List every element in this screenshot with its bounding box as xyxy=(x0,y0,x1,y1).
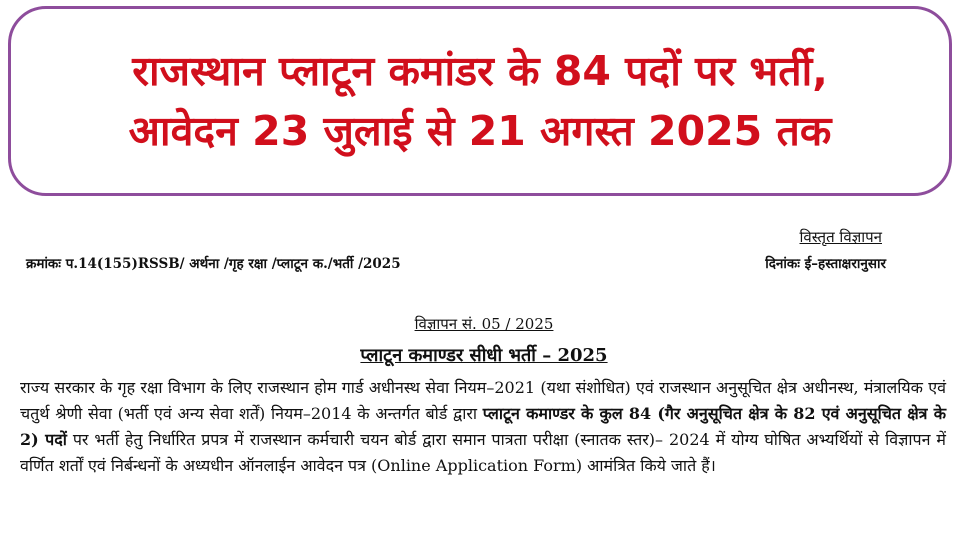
ad-number: विज्ञापन सं. 05 / 2025 xyxy=(414,315,554,333)
headline-banner xyxy=(8,6,952,196)
notice-date: दिनांकः ई–हस्ताक्षरानुसार xyxy=(765,256,886,272)
headline-line-1: राजस्थान प्लाटून कमांडर के 84 पदों पर भर्ती, xyxy=(132,47,828,95)
notice-body xyxy=(20,375,946,479)
detailed-ad-label: विस्तृत विज्ञापन xyxy=(799,228,882,246)
body-part-1: राज्य सरकार के गृह रक्षा विभाग के लिए राजस्थान होम गार्ड अधीनस्थ सेवा नियम–2021 (यथा संशोधित) एवं राजस्थान अनुसूचित क्षेत्र अधीनस्थ, मंत्रालयिक एवं चतुर्थ श्रेणी सेवा (भर्ती एवं अन्य सेवा शर्तें) नियम–2014 के अन्तर्गत बोर्ड द्वारा xyxy=(20,378,946,423)
body-part-2: पर भर्ती हेतु निर्धारित प्रपत्र में राजस्थान कर्मचारी चयन बोर्ड द्वारा समान पात्रता परीक्षा (स्नातक स्तर)– 2024 में योग्य घोषित अभ्यर्थियों से विज्ञापन में वर्णित शर्तों एवं निर्बन्धनों के अध्यधीन ऑनलाईन आवेदन पत्र (Online Application Form) आमंत्रित किये जाते हैं। xyxy=(20,430,946,475)
reference-number: क्रमांकः प.14(155)RSSB/ अर्थना /गृह रक्षा /प्लाटून क./भर्ती /2025 xyxy=(26,256,401,272)
reference-row xyxy=(26,254,886,272)
notice-heading: प्लाटून कमाण्डर सीधी भर्ती – 2025 xyxy=(360,345,608,366)
headline-line-2: आवेदन 23 जुलाई से 21 अगस्त 2025 तक xyxy=(128,107,832,155)
body-bold-posts: प्लाटून कमाण्डर के कुल 84 (गैर अनुसूचित क्षेत्र के 82 एवं अनुसूचित क्षेत्र के 2) पदों xyxy=(20,404,946,449)
